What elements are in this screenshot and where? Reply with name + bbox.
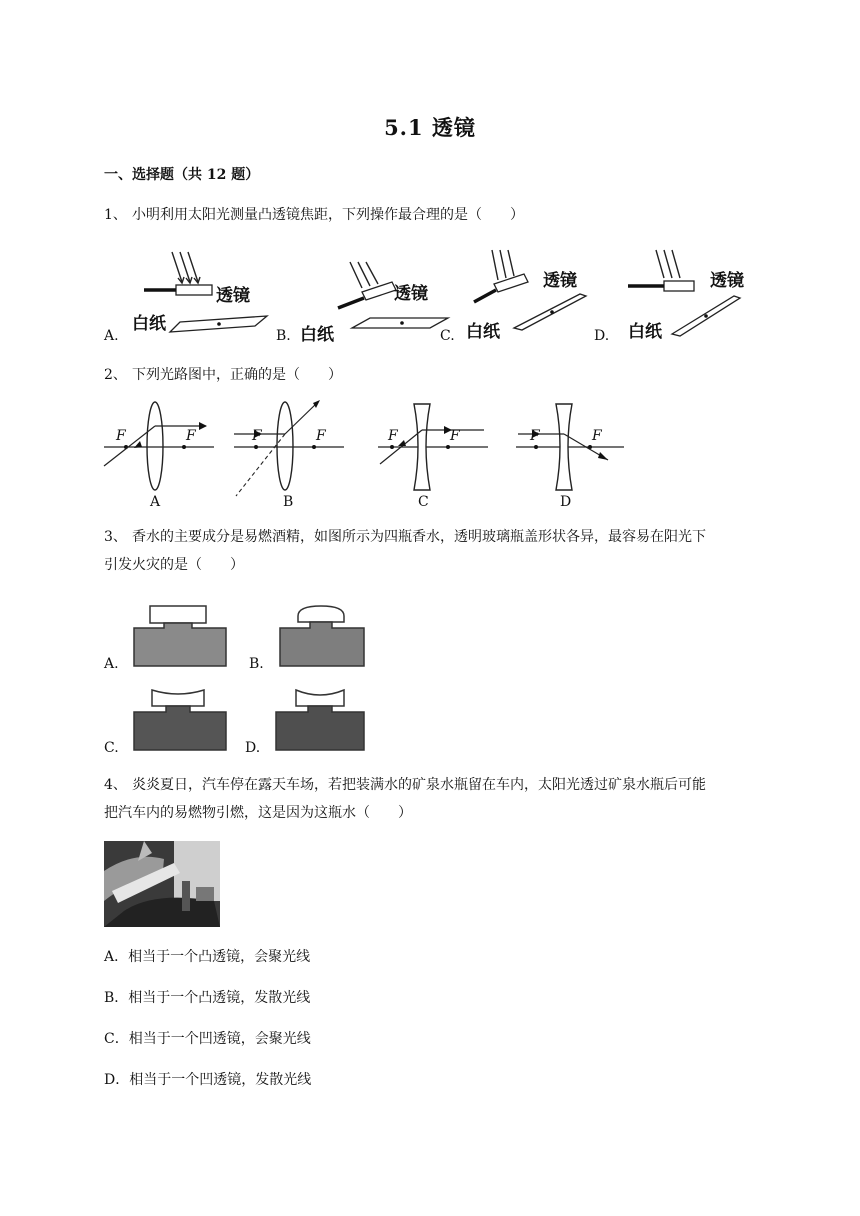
focus-label: F xyxy=(450,428,460,444)
question-text: 炎炎夏日，汽车停在露天车场，若把装满水的矿泉水瓶留在车内，太阳光透过矿泉水瓶后可能 xyxy=(132,777,706,793)
paper-label: 白纸 xyxy=(628,322,662,342)
paper-label: 白纸 xyxy=(466,322,500,342)
question-text: 香水的主要成分是易燃酒精，如图所示为四瓶香水，透明玻璃瓶盖形状各异，最容易在阳光下 xyxy=(132,529,706,545)
bottle-d-image xyxy=(274,688,366,752)
focus-label: F xyxy=(530,428,540,444)
paper-label: 白纸 xyxy=(132,314,166,334)
page-title: 5.1 透镜 xyxy=(384,115,476,140)
q2-diagram-c xyxy=(378,400,498,515)
focus-label: F xyxy=(316,428,326,444)
lens-label: 透镜 xyxy=(710,271,744,291)
choice-a[interactable]: A．相当于一个凸透镜，会聚光线 xyxy=(104,949,311,965)
q2-diagram-b xyxy=(234,400,354,515)
choice-d[interactable]: D．相当于一个凹透镜，发散光线 xyxy=(104,1072,312,1088)
bottle-a-image xyxy=(130,604,230,668)
question-text: 小明利用太阳光测量凸透镜焦距，下列操作最合理的是（ ） xyxy=(132,207,524,223)
diagram-letter: C xyxy=(418,494,429,510)
car-bottle-photo xyxy=(104,841,220,927)
question-number: 4、 xyxy=(104,777,127,793)
question-3 xyxy=(104,523,764,579)
choice-b[interactable]: B．相当于一个凸透镜，发散光线 xyxy=(104,990,311,1006)
question-number: 1、 xyxy=(104,207,127,223)
q2-diagram-a xyxy=(104,400,224,515)
option-d[interactable]: D. xyxy=(594,328,610,344)
option-c[interactable]: C. xyxy=(104,740,119,756)
diagram-letter: D xyxy=(560,494,572,510)
focus-label: F xyxy=(116,428,126,444)
question-4 xyxy=(104,771,764,827)
question-text: 下列光路图中，正确的是（ ） xyxy=(132,367,342,383)
paper-label: 白纸 xyxy=(300,325,334,345)
question-text-continued: 引发火灾的是（ ） xyxy=(104,557,244,573)
question-number: 3、 xyxy=(104,529,127,545)
focus-label: F xyxy=(186,428,196,444)
diagram-letter: B xyxy=(283,494,294,510)
option-d[interactable]: D. xyxy=(245,740,261,756)
diagram-letter: A xyxy=(150,494,161,510)
section-heading: 一、选择题（共 12 题） xyxy=(104,167,260,183)
lens-label: 透镜 xyxy=(394,284,428,304)
question-text-continued: 把汽车内的易燃物引燃，这是因为这瓶水（ ） xyxy=(104,805,412,821)
lens-label: 透镜 xyxy=(216,286,250,306)
question-1 xyxy=(104,201,764,229)
bottle-b-image xyxy=(276,604,368,668)
lens-label: 透镜 xyxy=(543,271,577,291)
choice-c[interactable]: C．相当于一个凹透镜，会聚光线 xyxy=(104,1031,311,1047)
bottle-c-image xyxy=(130,688,230,752)
option-a[interactable]: A. xyxy=(104,328,119,344)
focus-label: F xyxy=(252,428,262,444)
option-b[interactable]: B. xyxy=(276,328,291,344)
focus-label: F xyxy=(592,428,602,444)
option-c[interactable]: C. xyxy=(440,328,455,344)
q2-diagram-d xyxy=(516,400,636,515)
option-a[interactable]: A. xyxy=(104,656,119,672)
question-2 xyxy=(104,361,764,389)
question-number: 2、 xyxy=(104,367,127,383)
option-b[interactable]: B. xyxy=(249,656,264,672)
focus-label: F xyxy=(388,428,398,444)
